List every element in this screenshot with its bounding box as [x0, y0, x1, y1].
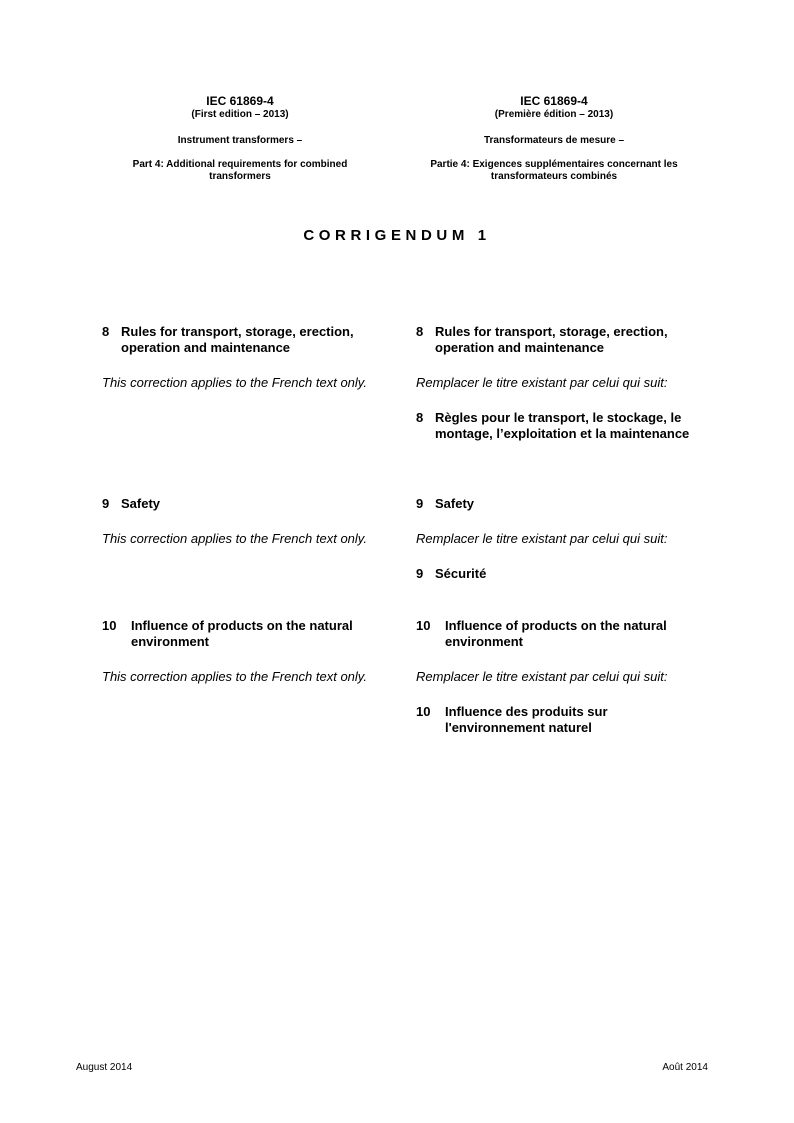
clause-title: Règles pour le transport, le stockage, le montage, l’exploitation et la maintenance [435, 410, 690, 441]
clause-8-english [102, 324, 378, 391]
clause-title: Safety [121, 496, 161, 511]
document-title: Instrument transformers – [177, 135, 303, 146]
clause-number: 10 [416, 618, 431, 633]
correction-instruction: Remplacer le titre existant par celui qui suit: [416, 375, 668, 390]
clause-number: 8 [102, 324, 110, 339]
clause-number: 10 [102, 618, 117, 633]
edition-info: (Première édition – 2013) [494, 109, 614, 120]
clause-heading [102, 618, 378, 650]
clause-title: Influence of products on the natural environment [445, 618, 667, 649]
document-title: Transformateurs de mesure – [483, 135, 625, 146]
correction-instruction: Remplacer le titre existant par celui qui suit: [416, 669, 668, 684]
header-english [102, 94, 378, 183]
document-part: Partie 4: Exigences supplémentaires concernant les transformateurs combinés [430, 159, 678, 182]
clause-heading [102, 324, 378, 356]
footer-date-english: August 2014 [76, 1062, 133, 1073]
clause-number: 9 [416, 496, 424, 511]
correction-note: This correction applies to the French text only. [102, 531, 367, 546]
corrigendum-title: CORRIGENDUM 1 [303, 227, 491, 244]
clause-number: 9 [102, 496, 110, 511]
clause-title: Sécurité [435, 566, 487, 581]
header-french [416, 94, 692, 183]
clause-number: 8 [416, 410, 424, 425]
clause-heading [102, 496, 378, 512]
clause-heading [416, 618, 692, 650]
clause-title: Rules for transport, storage, erection, operation and maintenance [121, 324, 354, 355]
clause-8-french [416, 324, 692, 442]
edition-info: (First edition – 2013) [191, 109, 289, 120]
document-part: Part 4: Additional requirements for combined transformers [132, 159, 348, 182]
clause-title: Influence des produits sur l'environnement naturel [445, 704, 608, 735]
standard-number: IEC 61869-4 [520, 94, 588, 108]
clause-number: 10 [416, 704, 431, 719]
clause-9-french [416, 496, 692, 582]
standard-number: IEC 61869-4 [206, 94, 274, 108]
clause-heading [416, 324, 692, 356]
correction-note: This correction applies to the French text only. [102, 669, 367, 684]
replacement-heading [416, 704, 692, 736]
clause-number: 8 [416, 324, 424, 339]
replacement-heading [416, 410, 692, 442]
correction-instruction: Remplacer le titre existant par celui qui suit: [416, 531, 668, 546]
replacement-heading [416, 566, 692, 582]
clause-title: Rules for transport, storage, erection, operation and maintenance [435, 324, 668, 355]
correction-note: This correction applies to the French text only. [102, 375, 367, 390]
clause-number: 9 [416, 566, 424, 581]
footer-date-french: Août 2014 [662, 1062, 708, 1073]
clause-heading [416, 496, 692, 512]
clause-10-english [102, 618, 378, 685]
clause-9-english [102, 496, 378, 547]
clause-title: Influence of products on the natural environment [131, 618, 353, 649]
clause-10-french [416, 618, 692, 736]
clause-title: Safety [435, 496, 475, 511]
